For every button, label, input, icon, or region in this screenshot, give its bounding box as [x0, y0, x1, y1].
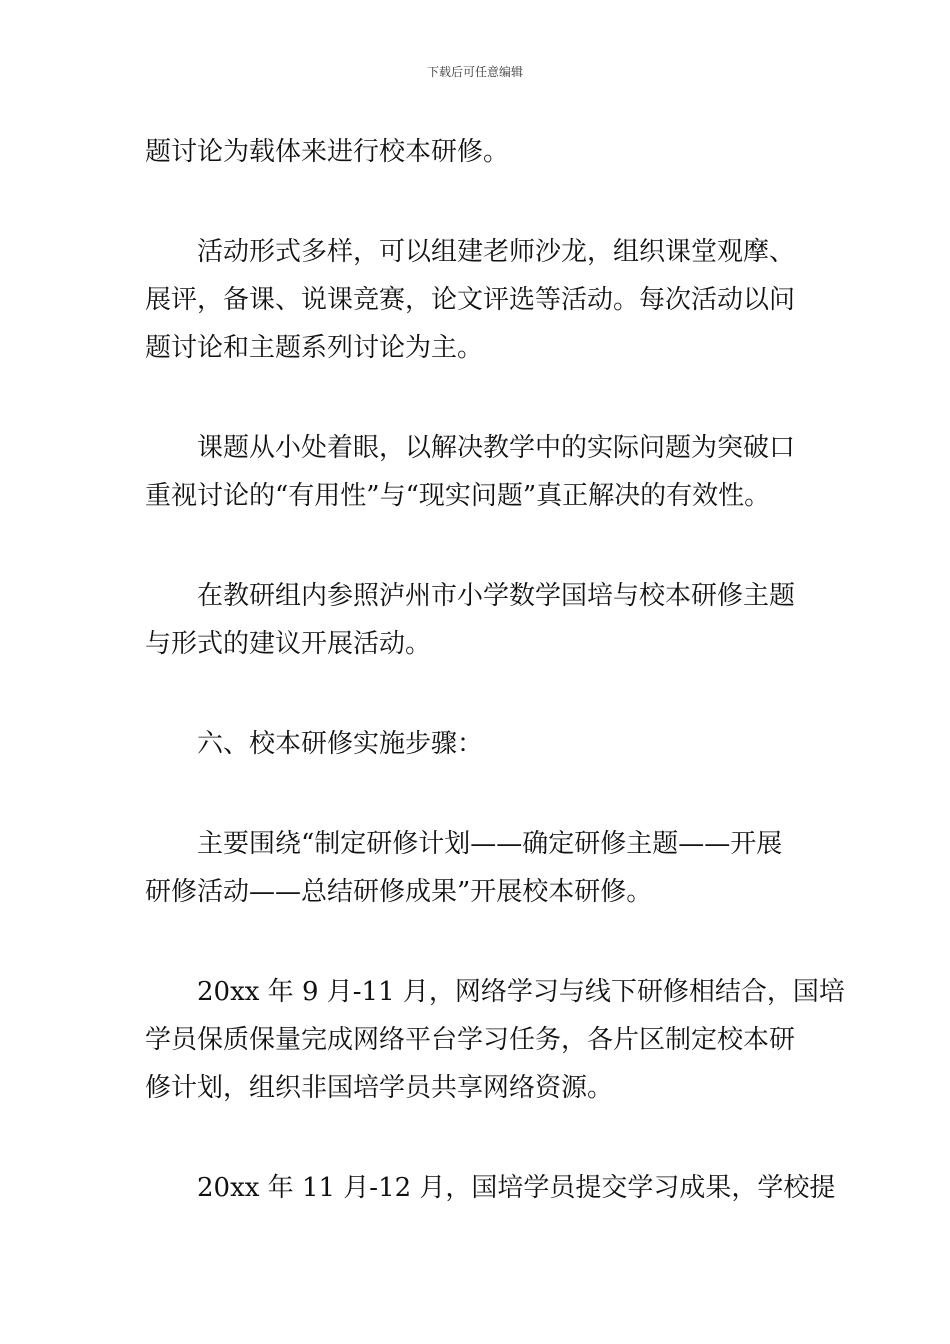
- paragraph-line: 修计划，组织非国培学员共享网络资源。: [145, 1073, 614, 1103]
- paragraph-line: 20xx 年 11 月-12 月，国培学员提交学习成果，学校提: [197, 1173, 836, 1203]
- document-body: [145, 128, 845, 1212]
- paragraph-line: 在教研组内参照泸州市小学数学国培与校本研修主题: [197, 581, 796, 611]
- paragraph-line: 课题从小处着眼，以解决教学中的实际问题为突破口: [197, 433, 796, 463]
- paragraph-line: 学员保质保量完成网络平台学习任务，各片区制定校本研: [145, 1025, 796, 1055]
- page-header: 下载后可任意编辑: [426, 65, 523, 79]
- paragraph-line: 20xx 年 9 月-11 月，网络学习与线下研修相结合，国培: [197, 977, 845, 1007]
- paragraph-line: 题讨论和主题系列讨论为主。: [145, 333, 484, 363]
- paragraph-line: 与形式的建议开展活动。: [145, 629, 432, 659]
- paragraph-line: 题讨论为载体来进行校本研修。: [145, 137, 510, 167]
- paragraph-line: 活动形式多样，可以组建老师沙龙，组织课堂观摩、: [197, 237, 796, 267]
- section-heading: 六、校本研修实施步骤：: [197, 729, 484, 759]
- paragraph-line: 重视讨论的“有用性”与“现实问题”真正解决的有效性。: [145, 481, 771, 511]
- paragraph-line: 展评，备课、说课竞赛，论文评选等活动。每次活动以问: [145, 285, 796, 315]
- paragraph-line: 主要围绕“制定研修计划——确定研修主题——开展: [197, 829, 783, 859]
- paragraph-line: 研修活动——总结研修成果”开展校本研修。: [145, 877, 653, 907]
